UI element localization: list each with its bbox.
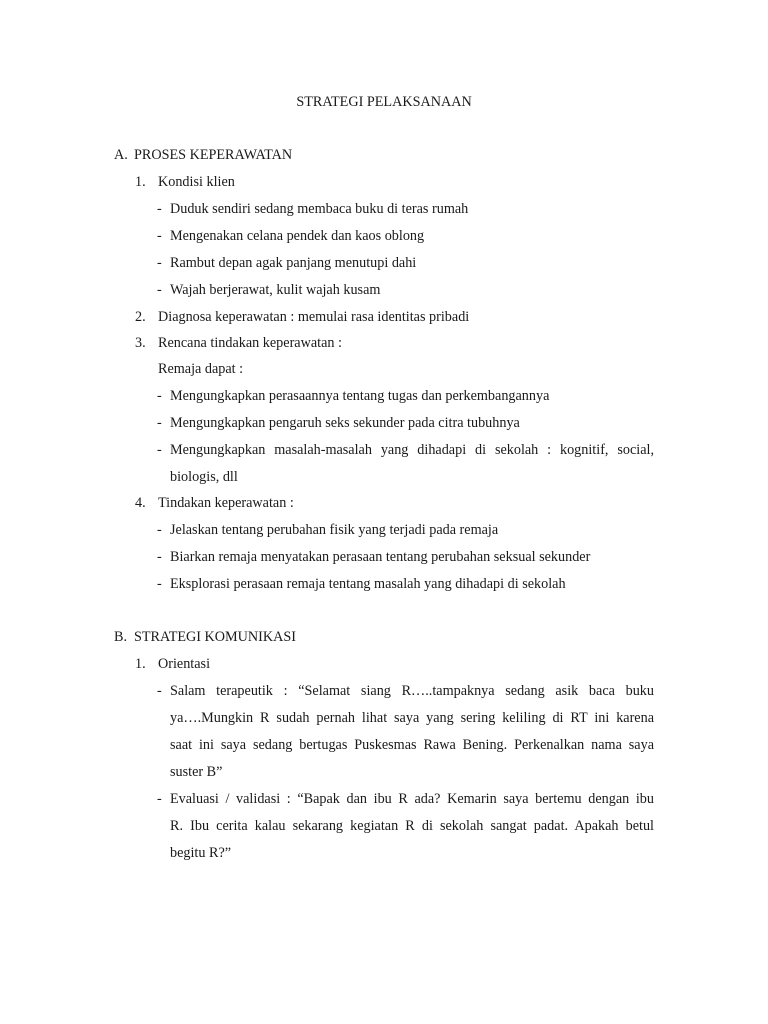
bullet-continuation: R. Ibu cerita kalau sekarang kegiatan R di sekolah sangat padat. Apakah betul bbox=[170, 818, 654, 834]
item-label: Rencana tindakan keperawatan : bbox=[158, 335, 342, 351]
list-item-orientasi bbox=[135, 655, 210, 673]
section-b-title: STRATEGI KOMUNIKASI bbox=[134, 629, 296, 645]
bullet-item-salam bbox=[157, 682, 654, 700]
section-b-heading bbox=[114, 628, 296, 646]
section-a-letter: A. bbox=[114, 147, 128, 163]
bullet-continuation: begitu R?” bbox=[170, 845, 232, 861]
item-label: Orientasi bbox=[158, 656, 211, 672]
bullet-text: Mengungkapkan masalah-masalah yang dihadapi di sekolah : kognitif, social, bbox=[170, 442, 654, 458]
item-label: Kondisi klien bbox=[158, 174, 235, 190]
bullet-dash: - bbox=[157, 683, 162, 699]
bullet-dash: - bbox=[157, 522, 162, 538]
bullet-text: Duduk sendiri sedang membaca buku di teras rumah bbox=[170, 201, 469, 217]
item-number: 4. bbox=[135, 495, 146, 511]
bullet-item bbox=[157, 281, 380, 299]
bullet-item bbox=[157, 200, 468, 218]
item-number: 1. bbox=[135, 174, 146, 190]
bullet-text: Mengungkapkan pengaruh seks sekunder pada citra tubuhnya bbox=[170, 415, 520, 431]
bullet-dash: - bbox=[157, 228, 162, 244]
bullet-dash: - bbox=[157, 201, 162, 217]
bullet-continuation: biologis, dll bbox=[170, 469, 238, 485]
bullet-item bbox=[157, 254, 416, 272]
bullet-item bbox=[157, 414, 520, 432]
bullet-item bbox=[157, 575, 566, 593]
list-item-diagnosa bbox=[135, 308, 469, 326]
bullet-continuation: ya….Mungkin R sudah pernah lihat saya yang sering keliling di RT ini karena bbox=[170, 710, 654, 726]
bullet-text: Jelaskan tentang perubahan fisik yang terjadi pada remaja bbox=[170, 522, 499, 538]
bullet-text: Salam terapeutik : “Selamat siang R…..tampaknya sedang asik baca buku bbox=[170, 683, 654, 699]
bullet-text: Eksplorasi perasaan remaja tentang masalah yang dihadapi di sekolah bbox=[170, 576, 566, 592]
bullet-item bbox=[157, 521, 498, 539]
bullet-continuation: saat ini saya sedang bertugas Puskesmas Rawa Bening. Perkenalkan nama saya bbox=[170, 737, 654, 753]
document-title: STRATEGI PELAKSANAAN bbox=[296, 94, 472, 110]
bullet-item bbox=[157, 387, 549, 405]
section-b-letter: B. bbox=[114, 629, 128, 645]
bullet-text: Mengungkapkan perasaannya tentang tugas dan perkembangannya bbox=[170, 388, 550, 404]
bullet-dash: - bbox=[157, 388, 162, 404]
item-label: Tindakan keperawatan : bbox=[158, 495, 294, 511]
list-item-kondisi-klien bbox=[135, 173, 235, 191]
bullet-text: Mengenakan celana pendek dan kaos oblong bbox=[170, 228, 425, 244]
item-number: 3. bbox=[135, 335, 146, 351]
item-number: 1. bbox=[135, 656, 146, 672]
bullet-dash: - bbox=[157, 415, 162, 431]
bullet-item bbox=[157, 441, 654, 459]
list-item-rencana bbox=[135, 334, 342, 352]
list-item-tindakan bbox=[135, 494, 294, 512]
bullet-item-evaluasi bbox=[157, 790, 654, 808]
bullet-dash: - bbox=[157, 282, 162, 298]
bullet-text: Biarkan remaja menyatakan perasaan tentang perubahan seksual sekunder bbox=[170, 549, 591, 565]
rencana-intro: Remaja dapat : bbox=[158, 361, 244, 377]
bullet-text: Wajah berjerawat, kulit wajah kusam bbox=[170, 282, 381, 298]
section-a-title: PROSES KEPERAWATAN bbox=[134, 147, 293, 163]
item-number: 2. bbox=[135, 309, 146, 325]
bullet-dash: - bbox=[157, 255, 162, 271]
bullet-dash: - bbox=[157, 442, 162, 458]
bullet-dash: - bbox=[157, 576, 162, 592]
bullet-continuation: suster B” bbox=[170, 764, 223, 780]
item-label: Diagnosa keperawatan : memulai rasa identitas pribadi bbox=[158, 309, 470, 325]
bullet-dash: - bbox=[157, 549, 162, 565]
section-a-heading bbox=[114, 146, 292, 164]
bullet-text: Rambut depan agak panjang menutupi dahi bbox=[170, 255, 417, 271]
bullet-item bbox=[157, 548, 590, 566]
bullet-text: Evaluasi / validasi : “Bapak dan ibu R ada? Kemarin saya bertemu dengan ibu bbox=[170, 791, 654, 807]
bullet-dash: - bbox=[157, 791, 162, 807]
bullet-item bbox=[157, 227, 424, 245]
